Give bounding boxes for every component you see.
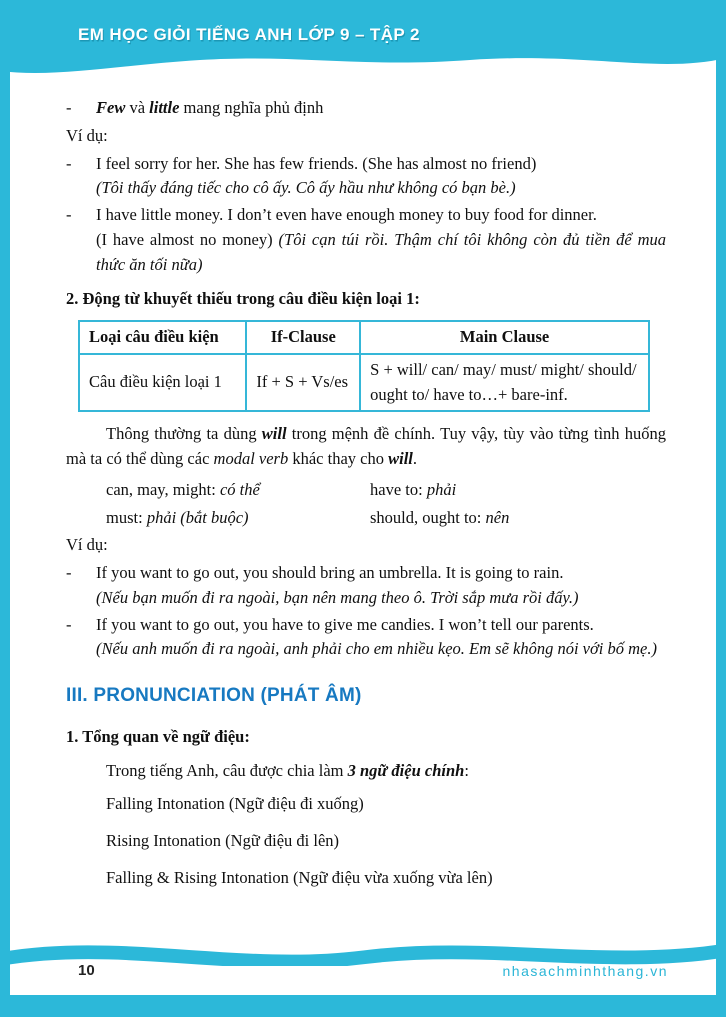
example-vietnamese: (Nếu bạn muốn đi ra ngoài, bạn nên mang theo ô. Trời sắp mưa rồi đấy.) [96, 587, 579, 607]
note-text [96, 96, 666, 121]
bullet-body [96, 561, 666, 611]
header-wave [0, 0, 726, 92]
modal-label: have to: [370, 479, 427, 499]
intro-run: Trong tiếng Anh, câu được chia làm [106, 761, 348, 781]
bullet-example-3 [66, 561, 666, 611]
para-run: Thông thường ta dùng [106, 424, 262, 444]
intonation-item-falling-rising: Falling & Rising Intonation (Ngữ điệu vừa xuống vừa lên) [106, 867, 493, 887]
bottom-border [0, 995, 726, 1017]
table-cell: If + S + Vs/es [246, 354, 360, 412]
modal-label: must: [106, 507, 147, 527]
modal-meaning: phải (bắt buộc) [146, 507, 249, 527]
modal-entry [106, 506, 370, 531]
table-header-cell: Loại câu điều kiện [79, 321, 246, 354]
modal-entry [370, 478, 456, 503]
term-will: will [388, 449, 413, 468]
modal-label: can, may, might: [106, 479, 220, 499]
intro-run: : [464, 761, 469, 781]
paragraph-will [66, 422, 666, 472]
page-content [66, 94, 666, 902]
section-heading-pronunciation: III. PRONUNCIATION (PHÁT ÂM) [66, 685, 362, 706]
left-border [0, 0, 10, 1017]
example-label-1: Ví dụ: [66, 125, 108, 145]
modal-entry [106, 478, 370, 503]
term-few: Few [96, 98, 126, 117]
table-header-cell: Main Clause [360, 321, 649, 354]
table-cell: S + will/ can/ may/ must/ might/ should/ ought to/ have to…+ bare-inf. [360, 354, 649, 412]
note-few-little [66, 96, 666, 121]
bullet-body [96, 203, 666, 277]
intonation-intro [106, 759, 666, 784]
table-row [79, 354, 649, 412]
bullet-body [96, 152, 666, 202]
intonation-item-rising: Rising Intonation (Ngữ điệu đi lên) [106, 830, 340, 850]
page-header [0, 0, 726, 92]
dash-marker: - [66, 98, 72, 117]
publisher-site: nhasachminhthang.vn [502, 962, 668, 979]
example-english: If you want to go out, you should bring an umbrella. It is going to rain. [96, 563, 564, 582]
example-vietnamese: (Tôi cạn túi rồi. Thậm chí tôi không còn đủ tiền để mua thức ăn tối nữa) [96, 229, 666, 274]
example-label-2: Ví dụ: [66, 535, 108, 555]
bullet-example-2 [66, 203, 666, 277]
bullet-body [96, 613, 666, 663]
example-english-2: (I have almost no money) [96, 229, 279, 249]
table-cell: Câu điều kiện loại 1 [79, 354, 246, 412]
term-three-intonations: 3 ngữ điệu chính [347, 761, 465, 781]
dash-marker: - [66, 563, 72, 582]
para-run: khác thay cho [288, 449, 389, 468]
table-header-cell: If-Clause [246, 321, 360, 354]
table-header-row [79, 321, 649, 354]
banner-title: EM HỌC GIỎI TIẾNG ANH LỚP 9 – TẬP 2 [78, 25, 420, 44]
page-footer [0, 962, 726, 979]
dash-marker: - [66, 205, 72, 224]
dash-marker: - [66, 614, 72, 634]
term-modal-verb: modal verb [213, 449, 289, 468]
modal-verbs-row-2 [106, 506, 666, 531]
modal-verbs-row-1 [106, 478, 666, 503]
right-border [716, 0, 726, 1017]
subsection-heading-intonation: 1. Tổng quan về ngữ điệu: [66, 726, 250, 746]
example-english: I have little money. I don’t even have enough money to buy food for dinner. [96, 205, 597, 224]
modal-entry [370, 506, 509, 531]
grammar-table [78, 320, 650, 412]
section-heading-2: 2. Động từ khuyết thiếu trong câu điều kiện loại 1: [66, 289, 420, 309]
modal-meaning: có thể [219, 479, 260, 499]
footer-wave [0, 928, 726, 966]
term-will: will [261, 424, 287, 444]
modal-meaning: phải [426, 479, 457, 499]
para-run: . [412, 449, 418, 468]
note-mid: và [125, 98, 150, 117]
para-run: trong mệnh đề chính. Tuy vậy, tùy vào từng tình huống mà ta có thể dùng các [66, 424, 666, 468]
example-translation [96, 228, 666, 278]
page-number: 10 [78, 962, 95, 979]
dash-marker: - [66, 153, 72, 173]
example-vietnamese: (Nếu anh muốn đi ra ngoài, anh phải cho em nhiều kẹo. Em sẽ không nói với bố mẹ.) [96, 639, 657, 659]
example-vietnamese: (Tôi thấy đáng tiếc cho cô ấy. Cô ấy hầu như không có bạn bè.) [96, 178, 516, 198]
term-little: little [149, 98, 180, 117]
bullet-example-4 [66, 613, 666, 663]
modal-meaning: nên [485, 507, 510, 527]
example-english: If you want to go out, you have to give me candies. I won’t tell our parents. [96, 614, 594, 634]
bullet-example-1 [66, 152, 666, 202]
example-english: I feel sorry for her. She has few friends. (She has almost no friend) [96, 153, 537, 173]
intonation-item-falling: Falling Intonation (Ngữ điệu đi xuống) [106, 794, 364, 813]
note-rest: mang nghĩa phủ định [179, 98, 324, 117]
modal-label: should, ought to: [370, 507, 486, 527]
